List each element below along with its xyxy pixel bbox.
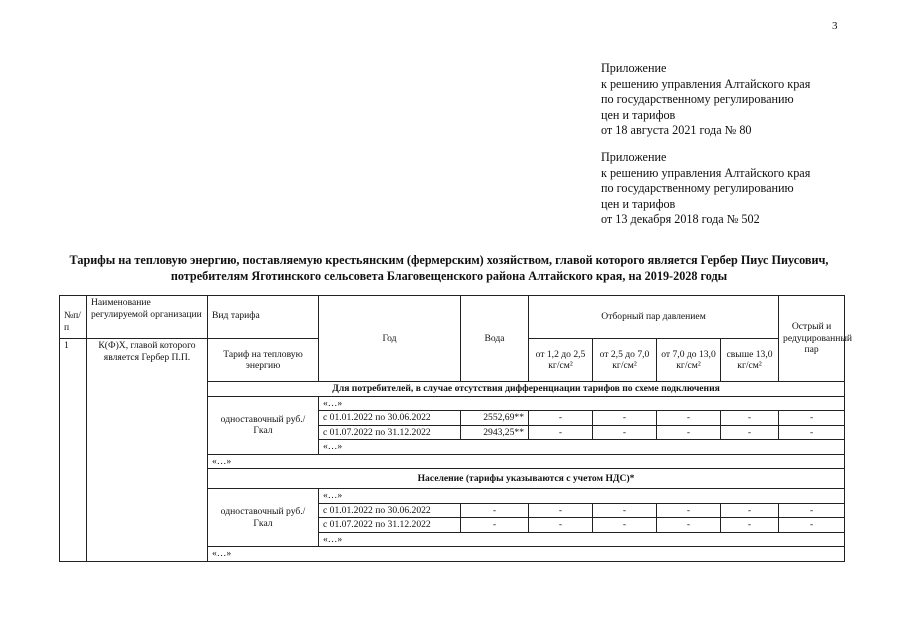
appendix-block-current <box>601 61 810 139</box>
water-value: 2943,25** <box>461 425 529 440</box>
ellipsis: «…» <box>319 396 845 411</box>
water-value: - <box>461 503 529 518</box>
header-steam-1: от 1,2 до 2,5 кг/см² <box>529 339 593 382</box>
period-cell: с 01.07.2022 по 31.12.2022 <box>319 518 461 533</box>
ellipsis: «…» <box>208 547 845 562</box>
header-num: №п/п <box>60 296 87 339</box>
appendix-line: по государственному регулированию <box>601 181 794 195</box>
appendix-line: к решению управления Алтайского края <box>601 165 811 180</box>
header-steam-2: от 2,5 до 7,0 кг/см² <box>593 339 657 382</box>
period-cell: с 01.01.2022 по 30.06.2022 <box>319 503 461 518</box>
value-cell: - <box>529 411 593 426</box>
section-title: Население (тарифы указываются с учетом НДС)* <box>208 469 845 489</box>
value-cell: - <box>593 503 657 518</box>
value-cell: - <box>721 503 779 518</box>
value-cell: - <box>593 518 657 533</box>
header-org: Наименование регулируемой организации <box>87 296 208 339</box>
appendix-line: по государственному регулированию <box>601 92 794 106</box>
ellipsis: «…» <box>208 454 845 469</box>
section-title: Для потребителей, в случае отсутствия дифференциации тарифов по схеме подключения <box>208 382 845 397</box>
appendix-label: Приложение <box>601 61 667 75</box>
tariff-kind: одноставочный руб./Гкал <box>208 396 319 454</box>
value-cell: - <box>593 425 657 440</box>
value-cell: - <box>721 411 779 426</box>
ellipsis: «…» <box>319 440 845 455</box>
appendix-block-original <box>601 150 810 228</box>
tariff-name: Тариф на тепловую энергию <box>208 339 319 382</box>
header-water: Вода <box>461 296 529 382</box>
value-cell: - <box>657 411 721 426</box>
page-number: 3 <box>832 20 838 32</box>
tariff-kind: одноставочный руб./Гкал <box>208 489 319 547</box>
header-steam: Отборный пар давлением <box>529 296 779 339</box>
period-cell: с 01.01.2022 по 30.06.2022 <box>319 411 461 426</box>
value-cell: - <box>721 425 779 440</box>
value-cell: - <box>657 518 721 533</box>
value-cell: - <box>657 425 721 440</box>
period-cell: с 01.07.2022 по 31.12.2022 <box>319 425 461 440</box>
row-number: 1 <box>60 339 87 562</box>
header-row <box>60 296 845 339</box>
value-cell: - <box>779 518 845 533</box>
value-cell: - <box>779 503 845 518</box>
header-year: Год <box>319 296 461 382</box>
header-sharp-steam: Острый и редуцированный пар <box>779 296 845 382</box>
value-cell: - <box>593 411 657 426</box>
value-cell: - <box>779 411 845 426</box>
value-cell: - <box>529 503 593 518</box>
value-cell: - <box>657 503 721 518</box>
header-steam-4: свыше 13,0 кг/см² <box>721 339 779 382</box>
appendix-line: цен и тарифов <box>601 196 676 211</box>
value-cell: - <box>529 425 593 440</box>
value-cell: - <box>721 518 779 533</box>
water-value: 2552,69** <box>461 411 529 426</box>
water-value: - <box>461 518 529 533</box>
organization-name: К(Ф)Х, главой которого является Гербер П.П. <box>87 339 208 562</box>
header-steam-3: от 7,0 до 13,0 кг/см² <box>657 339 721 382</box>
appendix-line: от 18 августа 2021 года № 80 <box>601 123 752 137</box>
header-tariff-type: Вид тарифа <box>208 296 319 339</box>
appendix-line: цен и тарифов <box>601 107 676 122</box>
value-cell: - <box>529 518 593 533</box>
document-title: Тарифы на тепловую энергию, поставляемую крестьянским (фермерским) хозяйством, главой которого является Гербер Пиус Пиусович, потребителям Яготинского сельсовета Благовещенского района Алтайского края, на 2019-2028 годы <box>69 253 829 283</box>
ellipsis: «…» <box>319 532 845 547</box>
appendix-line: от 13 декабря 2018 года № 502 <box>601 212 760 226</box>
appendix-label: Приложение <box>601 150 667 164</box>
value-cell: - <box>779 425 845 440</box>
ellipsis: «…» <box>319 489 845 504</box>
tariff-table <box>59 295 853 562</box>
appendix-line: к решению управления Алтайского края <box>601 76 811 91</box>
